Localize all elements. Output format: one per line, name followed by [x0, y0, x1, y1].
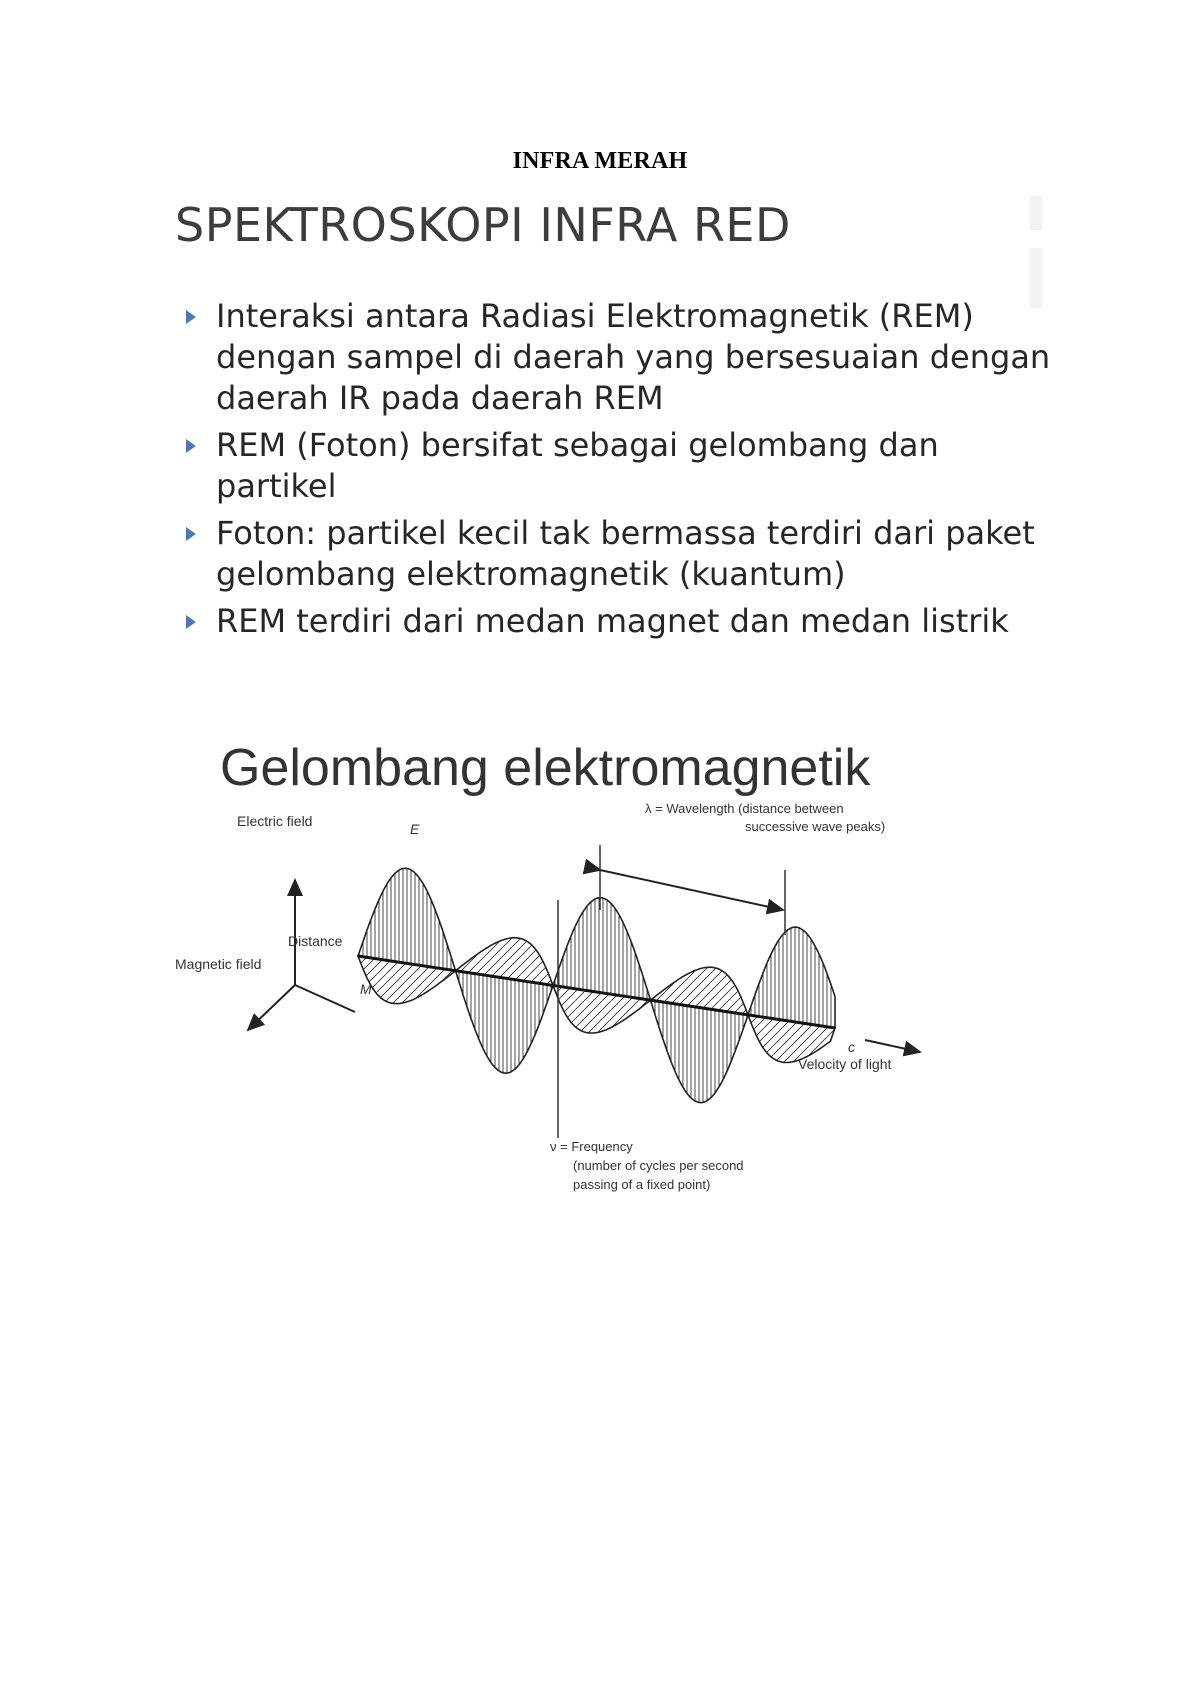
bullet-item: [176, 296, 1056, 419]
bullet-text: Interaksi antara Radiasi Elektromagnetik (REM) dengan sampel di daerah yang bersesuaian dengan daerah IR pada daerah REM: [216, 297, 1051, 417]
triangle-right-icon: [186, 310, 196, 324]
bullet-list: [176, 296, 1056, 648]
bullet-item: [176, 513, 1056, 595]
em-wave-diagram: [170, 801, 1030, 1310]
frequency-label-line2: (number of cycles per second: [573, 1158, 744, 1173]
triangle-right-icon: [186, 439, 196, 453]
velocity-label: Velocity of light: [798, 1056, 892, 1072]
m-label: M: [360, 981, 372, 997]
velocity-arrow: [865, 1040, 920, 1052]
wavelength-label: λ = Wavelength (distance between: [645, 801, 844, 816]
bullet-text: REM terdiri dari medan magnet dan medan listrik: [216, 602, 1009, 640]
magnetic-field-label: Magnetic field: [175, 956, 262, 972]
electric-field-label: Electric field: [237, 813, 313, 829]
slide-title: SPEKTROSKOPI INFRA RED: [175, 198, 791, 252]
triangle-right-icon: [186, 615, 196, 629]
distance-label: Distance: [288, 933, 343, 949]
document-header: INFRA MERAH: [512, 148, 688, 174]
bullet-text: REM (Foton) bersifat sebagai gelombang dan partikel: [216, 426, 939, 505]
frequency-label-line3: passing of a fixed point): [573, 1177, 711, 1192]
slide-edge-mark: [1030, 196, 1042, 230]
bullet-item: [176, 425, 1056, 507]
c-label: c: [848, 1039, 855, 1055]
wavelength-label-line2: successive wave peaks): [745, 819, 886, 834]
axes: [248, 880, 355, 1030]
bullet-item: [176, 601, 1056, 642]
triangle-right-icon: [186, 527, 196, 541]
diagram-title: Gelombang elektromagnetik: [220, 739, 871, 797]
em-wave-svg: [170, 830, 1030, 1310]
e-label: E: [410, 821, 420, 837]
bullet-text: Foton: partikel kecil tak bermassa terdiri dari paket gelombang elektromagnetik (kuantum): [216, 514, 1035, 593]
magnetic-field-axis: [248, 985, 295, 1030]
frequency-label: ν = Frequency: [550, 1139, 633, 1154]
wavelength-arrow: [600, 870, 783, 910]
distance-axis: [295, 985, 355, 1012]
